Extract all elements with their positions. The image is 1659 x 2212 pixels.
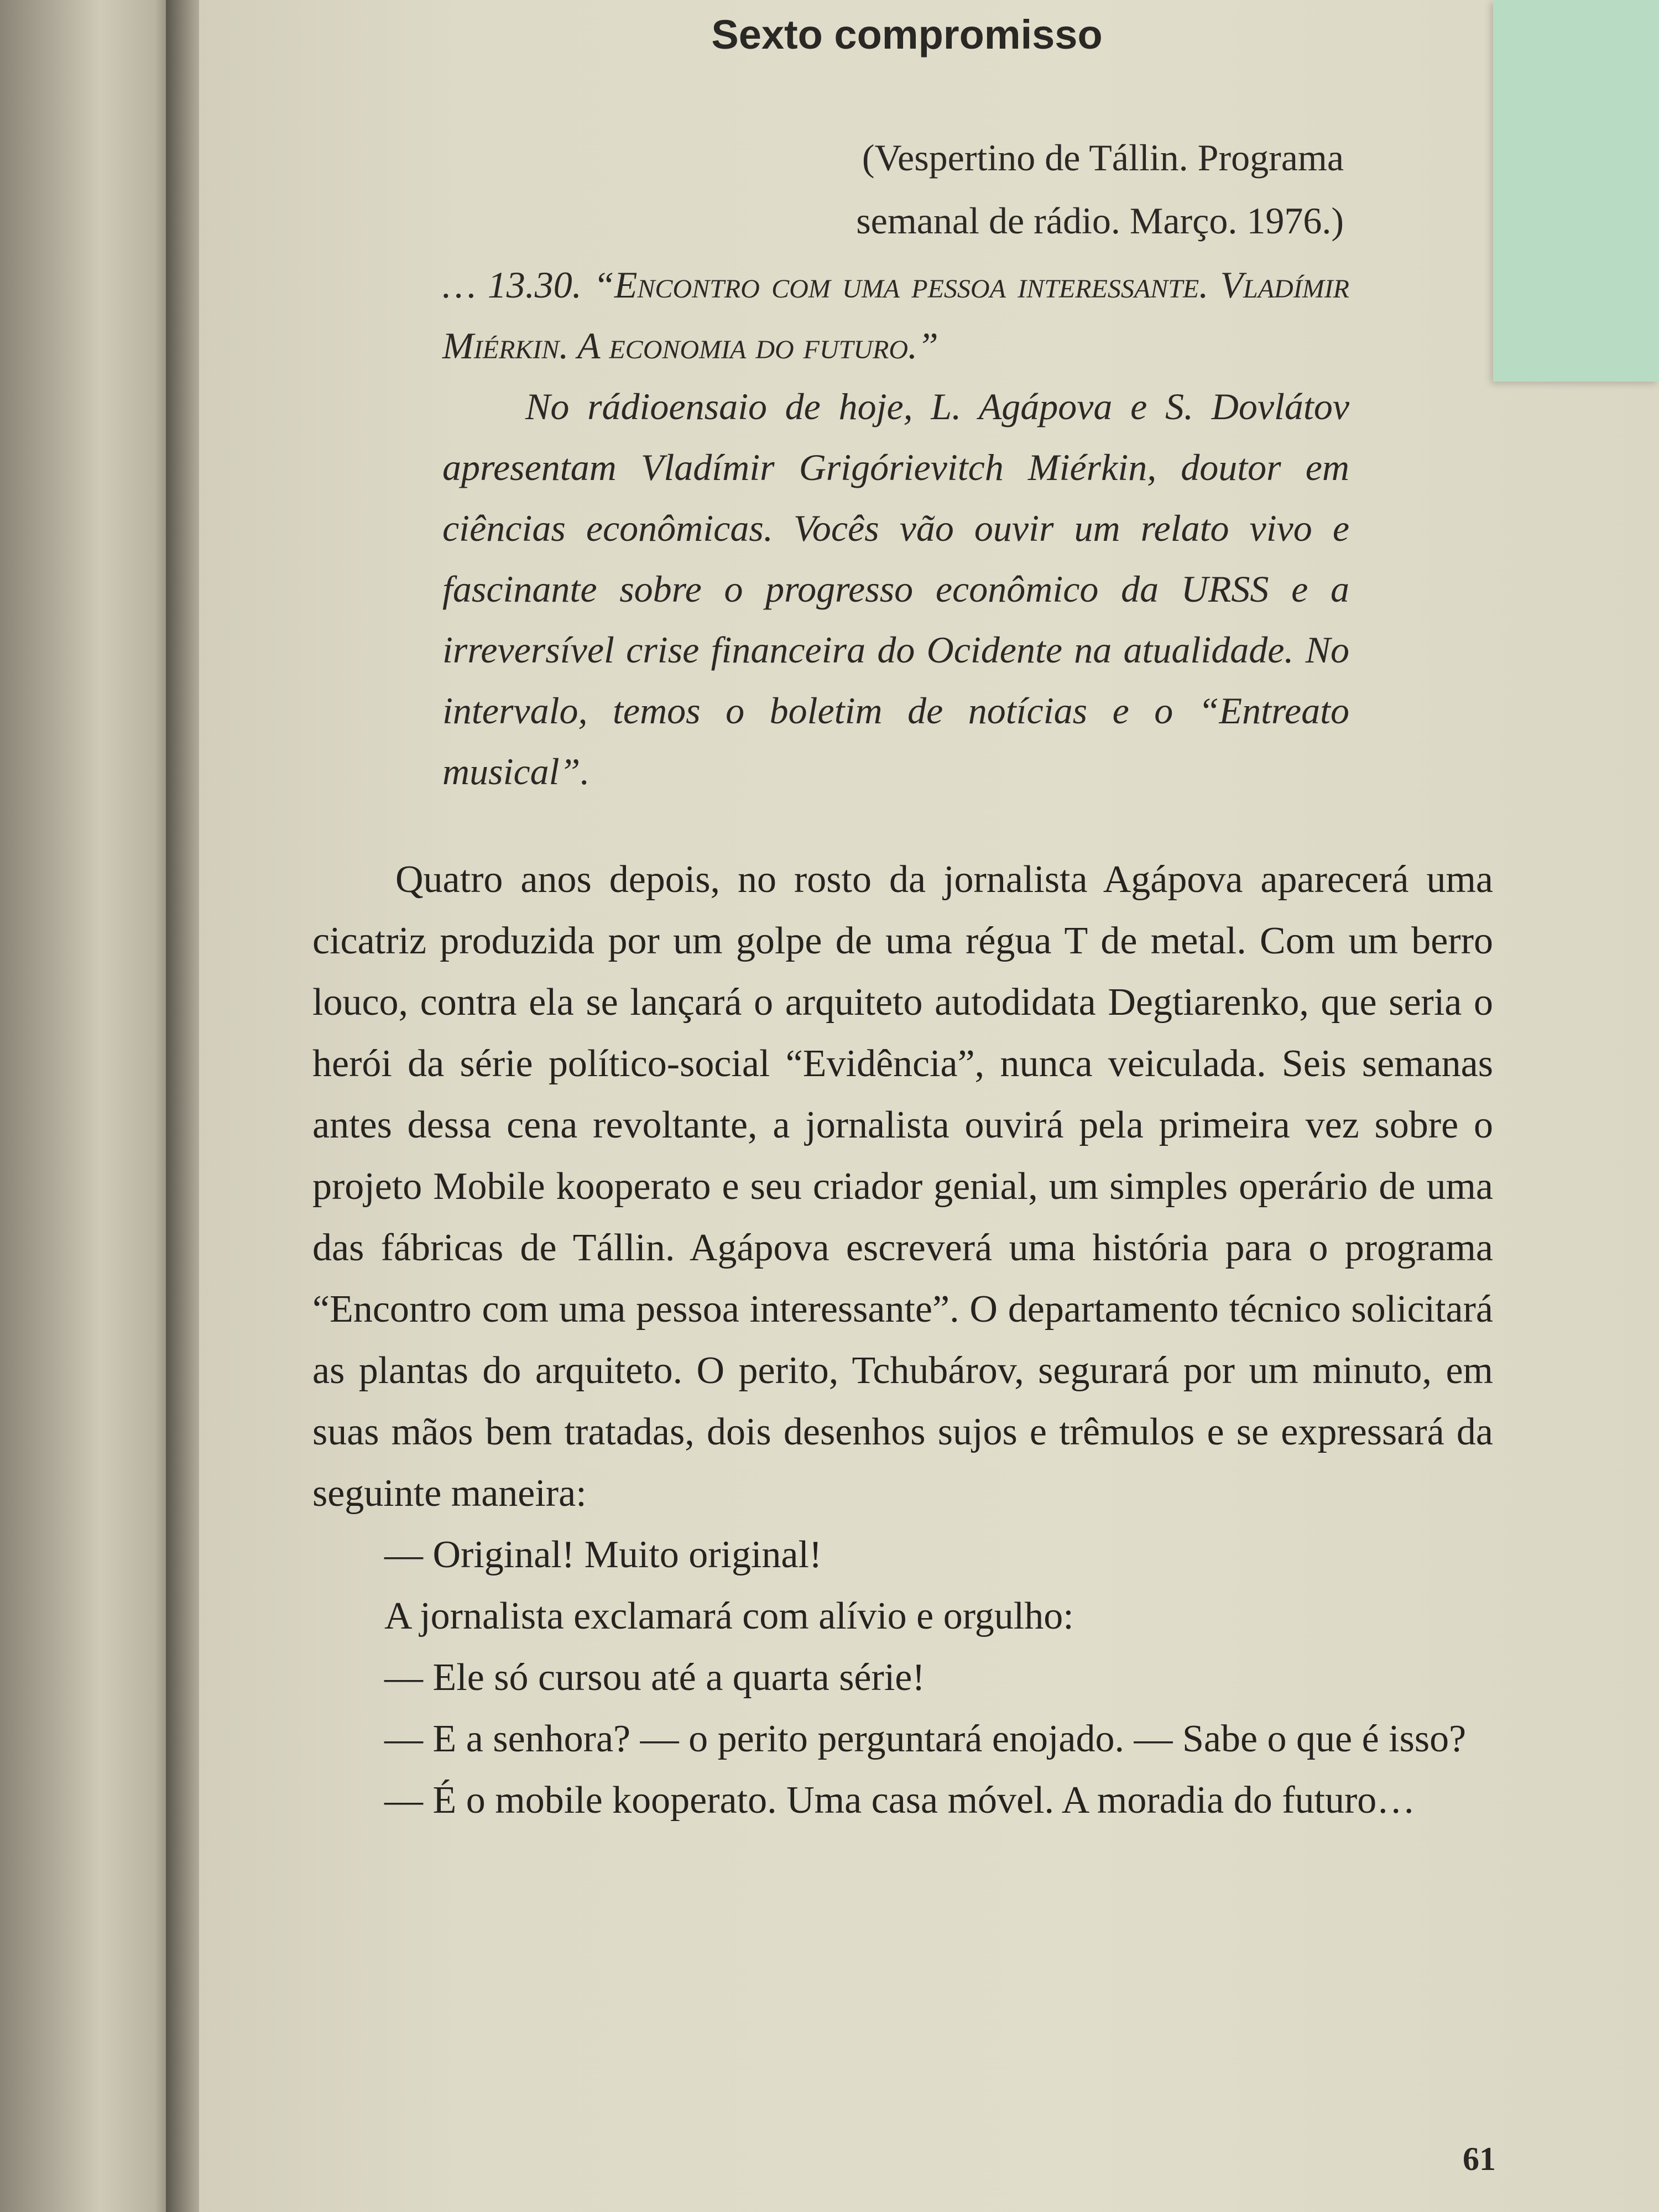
left-page-edge (0, 0, 182, 2212)
dialogue-line: — E a senhora? — o perito perguntará enojado. — Sabe o que é isso? (384, 1718, 1467, 1760)
radio-program-title: … 13.30. “Encontro com uma pessoa interessante. Vladímir Miérkin. A economia do futuro.” (442, 264, 1349, 367)
radio-program-source (719, 126, 1344, 252)
sticky-note (1493, 0, 1659, 382)
radio-source-line-2: semanal de rádio. Março. 1976.) (856, 200, 1344, 242)
dialogue-line: — Original! Muito original! (384, 1533, 822, 1576)
radio-program-listing (442, 254, 1349, 802)
radio-source-line-1: (Vespertino de Tállin. Programa (862, 137, 1344, 179)
dialogue-line: — Ele só cursou até a quarta série! (384, 1656, 925, 1699)
page-number: 61 (1463, 2141, 1496, 2177)
paragraph: Quatro anos depois, no rosto da jornalista Agápova aparecerá uma cicatriz produzida por um golpe de uma régua T de metal. Com um berro louco, contra ela se lançará o arquiteto autodidata Degtiarenko, que seria o herói da série político-social “Evidência”, nunca veiculada. Seis semanas antes dessa cena revoltante, a jornalista ouvirá pela primeira vez sobre o projeto Mobile kooperato e seu criador genial, um simples operário de uma das fábricas de Tállin. Agápova escreverá uma história para o programa “Encontro com uma pessoa interessante”. O departamento técnico solicitará as plantas do arquiteto. O perito, Tchubárov, segurará por um minuto, em suas mãos bem tratadas, dois desenhos sujos e trêmulos e se expressará da seguinte maneira: (312, 858, 1493, 1515)
body-text (312, 849, 1493, 1831)
radio-program-description: No rádioensaio de hoje, L. Agápova e S. Dovlátov apresentam Vladímir Grigórievitch Miérkin, doutor em ciências econômicas. Vocês vão ouvir um relato vivo e fascinante sobre o progresso econômico da URSS e a irreversível crise financeira do Ocidente na atualidade. No intervalo, temos o boletim de notícias e o “Entreato musical”. (442, 385, 1349, 792)
running-header: Sexto compromisso (711, 12, 1103, 58)
dialogue-line: — É o mobile kooperato. Uma casa móvel. A moradia do futuro… (384, 1779, 1416, 1822)
narration-line: A jornalista exclamará com alívio e orgulho: (384, 1595, 1074, 1637)
